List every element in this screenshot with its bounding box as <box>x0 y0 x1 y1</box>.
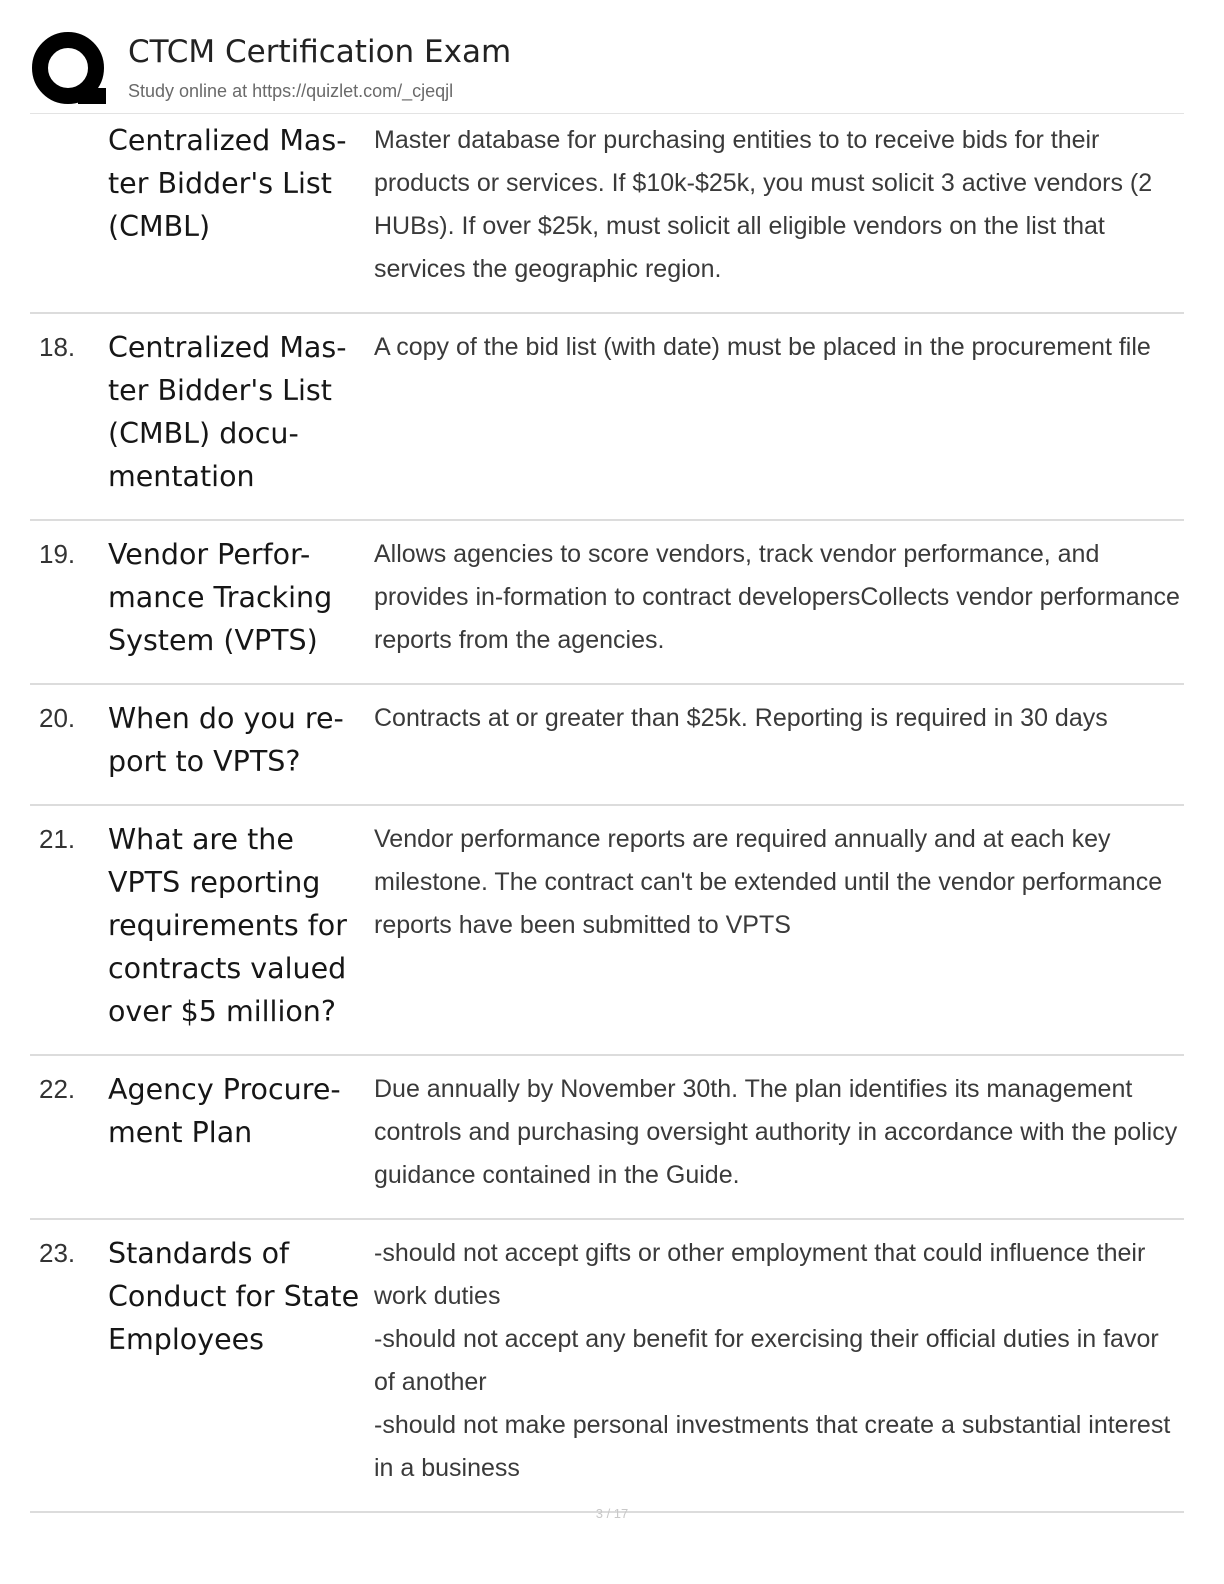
definition-text: Master database for purchasing entities to to receive bids for their products or services. If $10k-$25k, you must solicit 3 active vendors (2 HUBs). If over $25k, must solicit all eligible vendors on the list that services the geographic region. <box>374 126 1153 283</box>
term-line: contracts valued <box>108 952 347 985</box>
card-definition <box>374 697 1184 740</box>
quizlet-logo-icon <box>30 30 110 110</box>
term-line: (CMBL) <box>108 210 211 243</box>
page-header <box>30 28 1184 112</box>
flashcard <box>30 685 1184 806</box>
term-line: What are the <box>108 823 294 856</box>
card-term <box>108 818 370 1033</box>
card-term <box>108 1068 370 1154</box>
term-line: mance Tracking <box>108 581 333 614</box>
flashcard <box>30 806 1184 1056</box>
card-number: 21. <box>39 824 76 854</box>
card-term <box>108 533 370 662</box>
term-line: ter Bidder's List <box>108 374 332 407</box>
definition-text: Contracts at or greater than $25k. Reporting is required in 30 days <box>374 704 1108 732</box>
card-number: 20. <box>39 703 76 733</box>
card-term <box>108 119 370 248</box>
card-definition <box>374 119 1184 291</box>
document-title: CTCM Certification Exam <box>128 34 512 70</box>
term-line: ter Bidder's List <box>108 167 332 200</box>
term-line: System (VPTS) <box>108 624 318 657</box>
study-online-link[interactable]: Study online at https://quizlet.com/_cjeqjl <box>128 81 454 101</box>
flashcard <box>30 1056 1184 1220</box>
page-number: 3 / 17 <box>595 1506 629 1521</box>
definition-text: Due annually by November 30th. The plan identifies its management controls and purchasing oversight authority in accordance with the policy guidance contained in the Guide. <box>374 1075 1178 1189</box>
card-number: 18. <box>39 332 76 362</box>
card-number: 22. <box>39 1074 76 1104</box>
term-line: Centralized Mas- <box>108 124 347 157</box>
flashcard <box>30 314 1184 521</box>
flashcard-list <box>30 114 1184 1513</box>
term-line: (CMBL) docu- <box>108 417 299 450</box>
card-definition <box>374 533 1184 662</box>
term-line: mentation <box>108 460 255 493</box>
card-definition <box>374 326 1184 369</box>
card-number: 23. <box>39 1238 76 1268</box>
term-line: Vendor Perfor- <box>108 538 311 571</box>
term-line: Centralized Mas- <box>108 331 347 364</box>
term-line: Standards of <box>108 1237 290 1270</box>
definition-bullet: -should not accept gifts or other employment that could influence their work duties <box>374 1239 1146 1310</box>
card-number: 19. <box>39 539 76 569</box>
definition-bullet: -should not make personal investments that create a substantial interest in a business <box>374 1411 1171 1482</box>
term-line: over $5 million? <box>108 995 336 1028</box>
term-line: Agency Procure- <box>108 1073 341 1106</box>
term-line: Employees <box>108 1323 264 1356</box>
card-definition <box>374 1068 1184 1197</box>
definition-text: Allows agencies to score vendors, track vendor performance, and provides in-formation to contract developersCollects vendor performance reports from the agencies. <box>374 540 1180 654</box>
card-term <box>108 697 370 783</box>
term-line: Conduct for State <box>108 1280 360 1313</box>
definition-text: Vendor performance reports are required annually and at each key milestone. The contract can't be extended until the vendor performance reports have been submitted to VPTS <box>374 825 1163 939</box>
term-line: ment Plan <box>108 1116 253 1149</box>
term-line: VPTS reporting <box>108 866 321 899</box>
flashcard <box>30 521 1184 685</box>
flashcard <box>30 114 1184 314</box>
card-term <box>108 326 370 498</box>
card-definition <box>374 818 1184 947</box>
term-line: When do you re- <box>108 702 344 735</box>
card-definition <box>374 1232 1184 1490</box>
definition-bullet: -should not accept any benefit for exercising their official duties in favor of another <box>374 1325 1159 1396</box>
term-line: requirements for <box>108 909 347 942</box>
card-term <box>108 1232 370 1361</box>
flashcard <box>30 1220 1184 1513</box>
definition-text: A copy of the bid list (with date) must be placed in the procurement file <box>374 333 1151 361</box>
term-line: port to VPTS? <box>108 745 301 778</box>
